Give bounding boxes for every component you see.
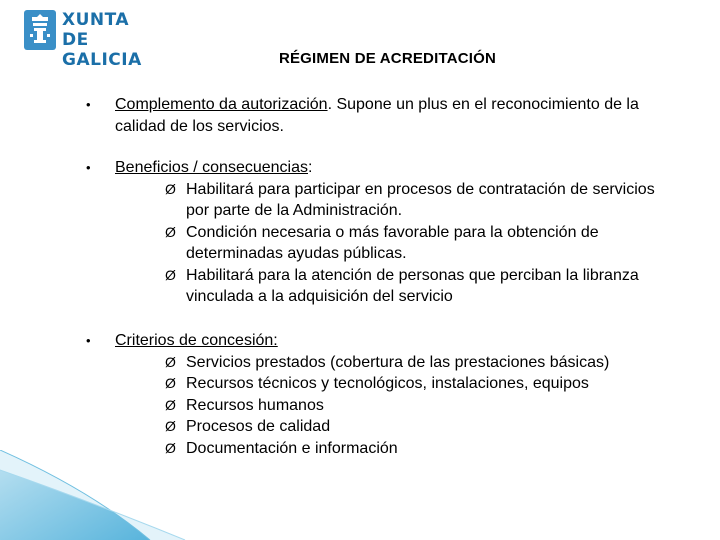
arrow-bullet-icon: Ø <box>165 396 176 413</box>
arrow-bullet-icon: Ø <box>165 418 176 434</box>
sub-list-item-text: Procesos de calidad <box>186 418 331 435</box>
sub-list-item-text: Condición necesaria o más favorable para la obtención de determinadas ayudas públicas. <box>186 223 599 262</box>
list-item-text <box>115 330 675 352</box>
logo-line-1: XUNTA <box>62 10 130 30</box>
sub-list-item <box>165 352 685 374</box>
sub-list-item <box>165 416 685 438</box>
decorative-swoosh <box>0 450 720 540</box>
arrow-bullet-icon: Ø <box>165 439 176 456</box>
arrow-bullet-icon: Ø <box>165 266 176 283</box>
sub-list-item-text: Servicios prestados (cobertura de las prestaciones básicas) <box>186 353 610 371</box>
sub-list-item <box>165 265 665 308</box>
sub-list <box>165 179 665 308</box>
bullet-icon: • <box>86 160 91 175</box>
arrow-bullet-icon: Ø <box>165 223 176 240</box>
arrow-bullet-icon: Ø <box>165 180 176 197</box>
sub-list-item <box>165 395 685 417</box>
sub-list-item <box>165 373 685 395</box>
list-item-beneficios <box>86 157 675 308</box>
sub-list-item-text: Recursos humanos <box>186 396 324 414</box>
sub-list-item-text: Habilitará para participar en procesos de contratación de servicios por parte de la Administración. <box>186 180 655 219</box>
list-item-lead: Complemento da autorización <box>115 96 328 113</box>
sub-list-item <box>165 222 665 265</box>
sub-list-item <box>165 179 665 222</box>
list-item-text <box>115 94 675 137</box>
list-item-rest: . Supone un plus en el reconocimiento de la calidad de los servicios. <box>115 96 639 135</box>
list-item-complemento <box>86 94 675 137</box>
sub-list-item-text: Habilitará para la atención de personas que perciban la libranza vinculada a la adquisición del servicio <box>186 266 639 305</box>
sub-list-item-text: Recursos técnicos y tecnológicos, instalaciones, equipos <box>186 375 589 392</box>
bullet-icon: • <box>86 97 91 112</box>
bullet-icon: • <box>86 333 91 348</box>
logo-line-2: DE GALICIA <box>62 30 142 70</box>
galicia-shield-icon <box>24 10 56 50</box>
page-title: RÉGIMEN DE ACREDITACIÓN <box>278 50 497 67</box>
arrow-bullet-icon: Ø <box>165 375 176 391</box>
list-item-lead: Criterios de concesión: <box>115 332 278 349</box>
list-item-lead: Beneficios / consecuencias <box>115 159 308 176</box>
sub-list-item-text: Documentación e información <box>186 439 398 457</box>
xunta-logo <box>24 10 164 70</box>
list-item-rest: : <box>308 159 313 176</box>
list-item-text <box>115 157 675 179</box>
list-item-criterios <box>86 330 685 459</box>
sub-list <box>165 352 685 460</box>
arrow-bullet-icon: Ø <box>165 353 176 370</box>
